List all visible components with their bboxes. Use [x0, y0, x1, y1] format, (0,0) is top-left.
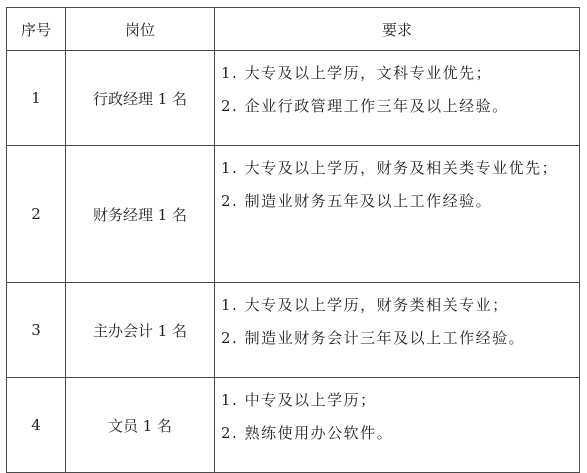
requirement-item: 2. 熟练使用办公软件。 — [221, 424, 394, 442]
requirement-item: 2. 企业行政管理工作三年及以上经验。 — [221, 97, 509, 115]
header-position: 岗位 — [66, 8, 215, 51]
position-cell: 文员 1 名 — [66, 378, 215, 473]
requirements-cell — [215, 378, 580, 473]
requirement-item: 1. 大专及以上学历，财务及相关类专业优先； — [221, 159, 559, 177]
header-no: 序号 — [7, 8, 66, 51]
header-requirements: 要求 — [215, 8, 580, 51]
position-cell: 财务经理 1 名 — [66, 146, 215, 283]
row-number: 2 — [7, 146, 66, 283]
table-body — [7, 51, 580, 473]
requirement-item: 2. 制造业财务五年及以上工作经验。 — [221, 192, 493, 210]
row-number: 4 — [7, 378, 66, 473]
job-requirements-table — [6, 7, 580, 473]
table-row — [7, 146, 580, 283]
table-row — [7, 378, 580, 473]
requirements-cell — [215, 51, 580, 146]
requirement-item: 1. 大专及以上学历，文科专业优先； — [221, 64, 493, 82]
requirement-item: 1. 中专及以上学历； — [221, 391, 377, 409]
table-row — [7, 51, 580, 146]
row-number: 1 — [7, 51, 66, 146]
position-cell: 行政经理 1 名 — [66, 51, 215, 146]
header-row — [7, 8, 580, 51]
row-number: 3 — [7, 283, 66, 378]
table-row — [7, 283, 580, 378]
requirement-item: 2. 制造业财务会计三年及以上工作经验。 — [221, 329, 526, 347]
requirements-cell — [215, 283, 580, 378]
table-header — [7, 8, 580, 51]
position-cell: 主办会计 1 名 — [66, 283, 215, 378]
requirements-cell — [215, 146, 580, 283]
requirement-item: 1. 大专及以上学历，财务类相关专业； — [221, 296, 509, 314]
